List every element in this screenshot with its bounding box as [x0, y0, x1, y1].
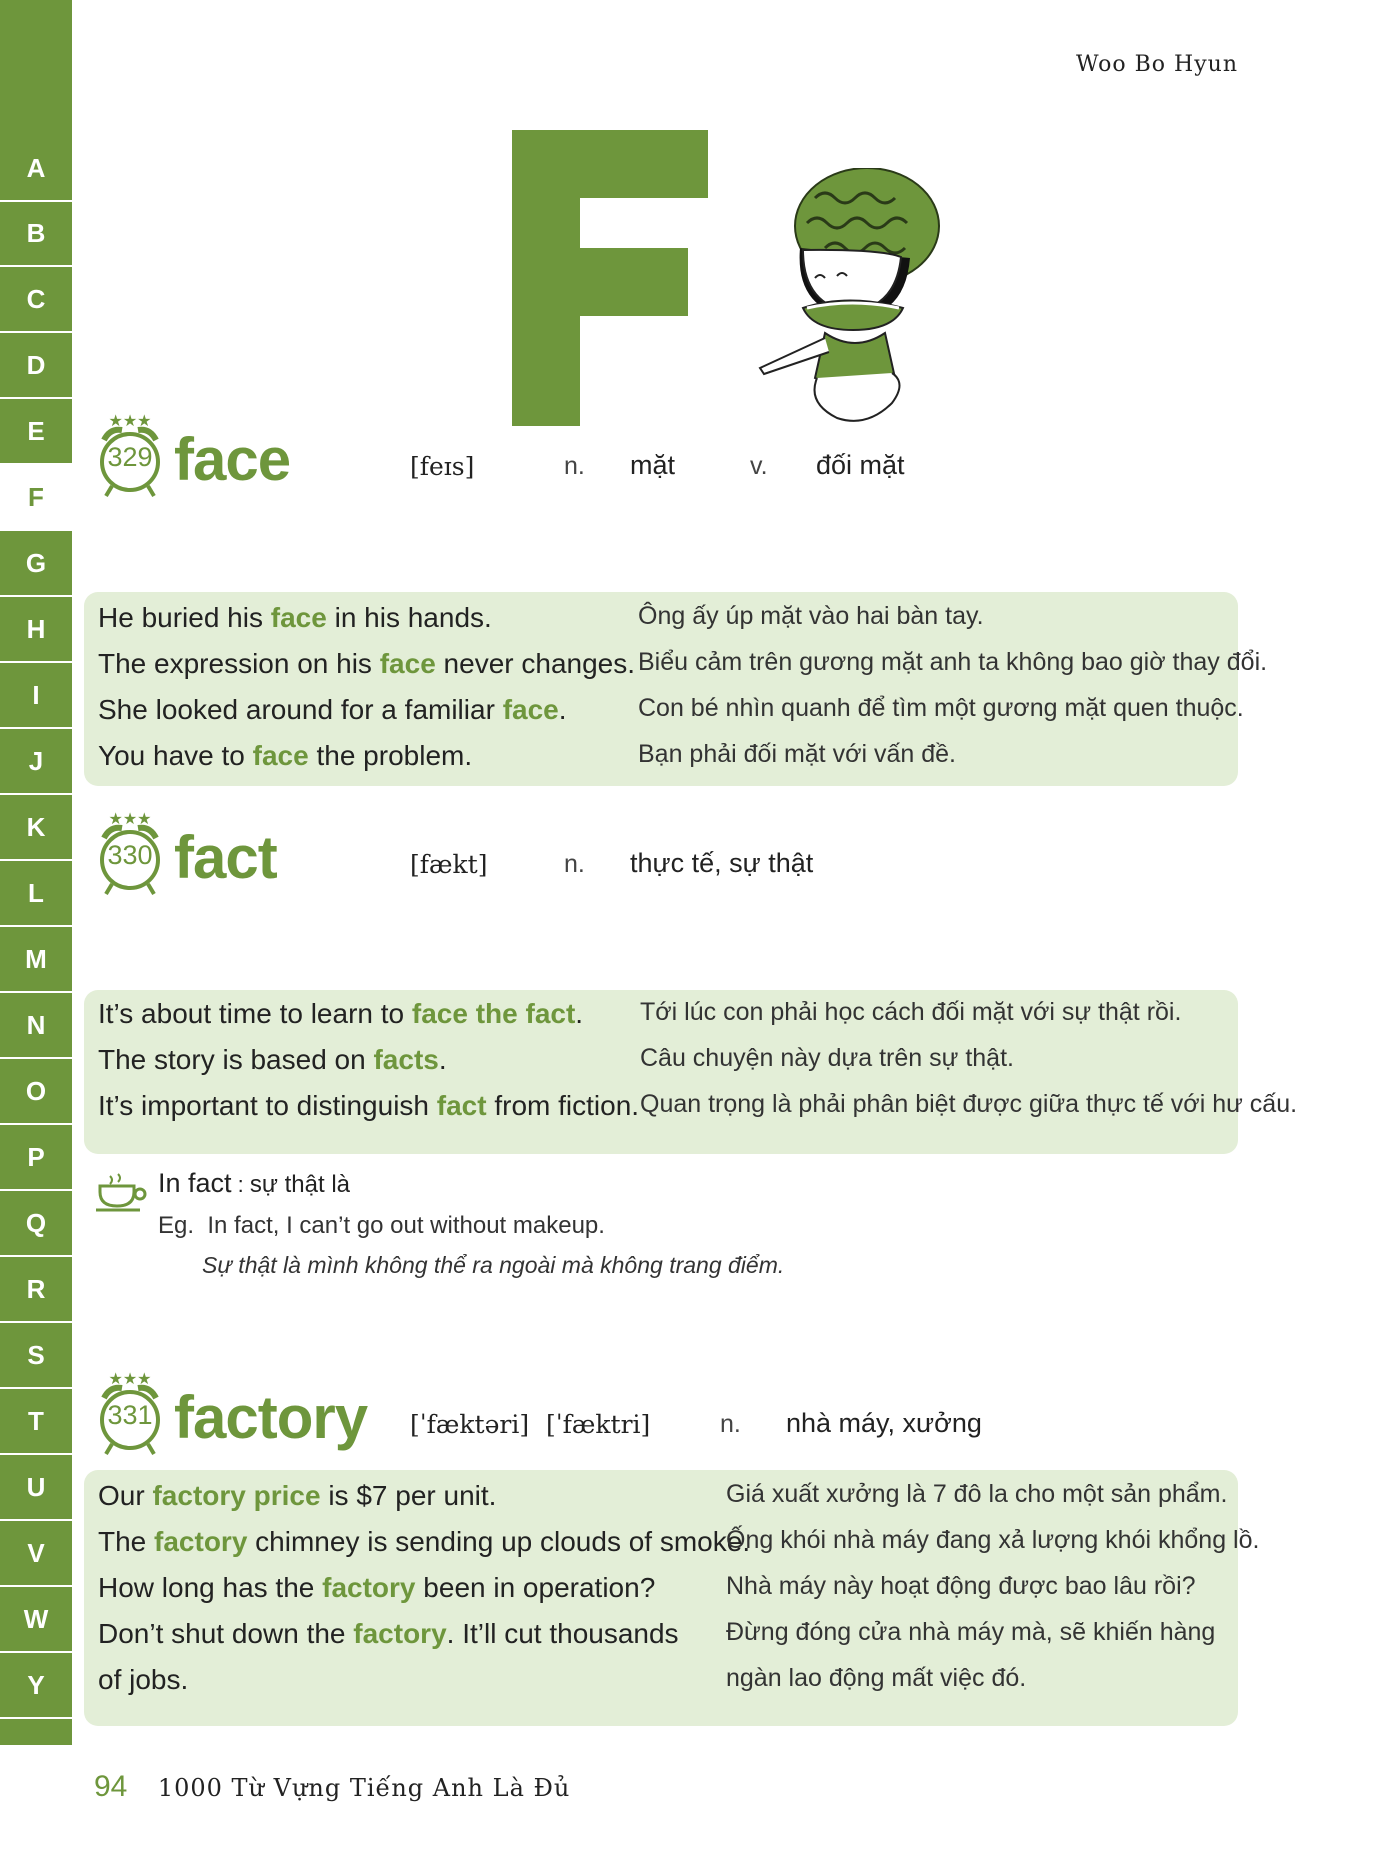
eg-label: Eg. — [158, 1212, 195, 1239]
example-text: . — [558, 694, 567, 725]
example-en — [98, 1090, 639, 1122]
example-row — [84, 1572, 1238, 1618]
highlight-word: face — [270, 602, 327, 633]
sidebar-letter-j[interactable]: J — [0, 729, 72, 795]
svg-text:★★★: ★★★ — [108, 811, 152, 828]
sidebar-letter-i[interactable]: I — [0, 663, 72, 729]
example-text: It’s about time to learn to — [98, 998, 412, 1029]
entry-header-factory — [94, 1370, 1244, 1460]
example-text: . It’ll cut thousands — [446, 1618, 679, 1649]
example-en — [98, 1664, 188, 1696]
sidebar-letter-m[interactable]: M — [0, 927, 72, 993]
example-text: never changes. — [435, 648, 636, 679]
sidebar-letter-p[interactable]: P — [0, 1125, 72, 1191]
tip-colon: : — [231, 1172, 250, 1197]
example-vi: Bạn phải đối mặt với vấn đề. — [638, 740, 956, 768]
examples-box-face — [84, 592, 1268, 786]
example-en — [98, 1044, 447, 1076]
examples-box-fact — [84, 990, 1298, 1154]
alarm-clock-icon — [94, 1370, 166, 1456]
sidebar-letter-t[interactable]: T — [0, 1389, 72, 1455]
example-vi: ngàn lao động mất việc đó. — [726, 1664, 1027, 1692]
sidebar-letter-e[interactable]: E — [0, 399, 72, 465]
highlight-word: factory — [154, 1526, 248, 1557]
example-row — [84, 998, 1238, 1044]
ipa-2: [ˈfæktri] — [546, 1410, 651, 1439]
alarm-clock-icon — [94, 810, 166, 896]
entry-number: 330 — [107, 840, 153, 870]
sidebar-letter-w[interactable]: W — [0, 1587, 72, 1653]
example-en — [98, 740, 472, 772]
svg-text:★★★: ★★★ — [108, 413, 152, 430]
part-of-speech: n. — [564, 850, 585, 878]
sidebar-letter-d[interactable]: D — [0, 333, 72, 399]
example-text: in his hands. — [326, 602, 492, 633]
entry-number: 329 — [107, 442, 153, 472]
example-text: of jobs. — [98, 1664, 189, 1695]
highlight-word: face — [252, 740, 309, 771]
author-name: Woo Bo Hyun — [1076, 52, 1238, 77]
example-vi: Tới lúc con phải học cách đối mặt với sự thật rồi. — [640, 998, 1182, 1026]
eg-text: In fact, I can’t go out without makeup. — [207, 1212, 605, 1239]
page-footer — [94, 1770, 570, 1804]
example-en — [98, 998, 583, 1030]
headword: face — [174, 426, 291, 493]
highlight-word: fact — [436, 1090, 487, 1121]
headword: factory — [174, 1384, 368, 1451]
example-text: How long has the — [98, 1572, 323, 1603]
example-row — [84, 1044, 1238, 1090]
example-row — [84, 694, 1244, 740]
headword: fact — [174, 824, 277, 891]
tip-example-en — [158, 1212, 605, 1240]
example-vi: Nhà máy này hoạt động được bao lâu rồi? — [726, 1572, 1196, 1600]
sidebar-letter-r[interactable]: R — [0, 1257, 72, 1323]
example-en — [98, 1480, 496, 1512]
example-row — [84, 1526, 1260, 1572]
meaning-2: đối mặt — [816, 450, 905, 480]
example-row — [84, 1618, 1238, 1664]
girl-watermelon-illustration — [745, 168, 945, 436]
example-text: He buried his — [98, 602, 271, 633]
ipa: [feɪs] — [410, 452, 475, 481]
meaning: nhà máy, xưởng — [786, 1408, 982, 1438]
example-row — [84, 602, 1238, 648]
meaning: mặt — [630, 450, 676, 480]
example-text: . — [438, 1044, 447, 1075]
coffee-cup-icon — [96, 1172, 148, 1212]
example-text: is $7 per unit. — [320, 1480, 497, 1511]
sidebar-letter-u[interactable]: U — [0, 1455, 72, 1521]
highlight-word: face — [379, 648, 436, 679]
example-text: been in operation? — [415, 1572, 656, 1603]
sidebar-letter-y[interactable]: Y — [0, 1653, 72, 1719]
sidebar-letter-a[interactable]: A — [0, 136, 72, 202]
example-vi: Con bé nhìn quanh để tìm một gương mặt quen thuộc. — [638, 694, 1244, 722]
sidebar-letter-o[interactable]: O — [0, 1059, 72, 1125]
ipa: [fækt] — [410, 850, 488, 879]
tip-phrase-line — [158, 1168, 350, 1199]
example-row — [84, 1090, 1298, 1136]
example-text: . — [575, 998, 584, 1029]
sidebar-letter-s[interactable]: S — [0, 1323, 72, 1389]
big-letter-f — [512, 130, 708, 426]
svg-text:★★★: ★★★ — [108, 1371, 152, 1388]
example-vi: Biểu cảm trên gương mặt anh ta không bao giờ thay đổi. — [638, 648, 1268, 676]
sidebar-letter-h[interactable]: H — [0, 597, 72, 663]
meaning: thực tế, sự thật — [630, 848, 814, 878]
sidebar-letter-c[interactable]: C — [0, 267, 72, 333]
highlight-word: facts — [373, 1044, 439, 1075]
sidebar-letter-v[interactable]: V — [0, 1521, 72, 1587]
example-vi: Quan trọng là phải phân biệt được giữa thực tế với hư cấu. — [640, 1090, 1298, 1118]
tip-meaning: sự thật là — [249, 1171, 351, 1198]
sidebar-letter-n[interactable]: N — [0, 993, 72, 1059]
book-title: 1000 Từ Vựng Tiếng Anh Là Đủ — [157, 1774, 571, 1802]
alarm-clock-icon — [94, 412, 166, 498]
alphabet-sidebar — [0, 0, 72, 1745]
example-text: You have to — [98, 740, 253, 771]
entry-header-face — [94, 412, 1244, 502]
example-vi: Ông ấy úp mặt vào hai bàn tay. — [638, 602, 984, 630]
example-text: The story is based on — [98, 1044, 374, 1075]
usage-tip — [94, 1168, 994, 1288]
example-text: the problem. — [308, 740, 473, 771]
example-text: Our — [98, 1480, 153, 1511]
tip-example-vi: Sự thật là mình không thể ra ngoài mà không trang điểm. — [202, 1252, 785, 1278]
ipa: [ˈfæktəri] — [410, 1410, 530, 1439]
highlight-word: factory price — [152, 1480, 321, 1511]
sidebar-letter-l[interactable]: L — [0, 861, 72, 927]
example-en — [98, 1618, 679, 1650]
entry-number: 331 — [107, 1400, 153, 1430]
example-en — [98, 1572, 655, 1604]
highlight-word: face the fact — [411, 998, 576, 1029]
entry-header-fact — [94, 810, 1244, 900]
example-row — [84, 1664, 1238, 1710]
tip-phrase: In fact — [158, 1168, 232, 1198]
example-en — [98, 602, 492, 634]
example-row — [84, 648, 1268, 694]
sidebar-letter-b[interactable]: B — [0, 201, 72, 267]
highlight-word: factory — [322, 1572, 416, 1603]
sidebar-letter-f[interactable]: F — [0, 465, 72, 531]
example-text: She looked around for a familiar — [98, 694, 503, 725]
sidebar-letter-q[interactable]: Q — [0, 1191, 72, 1257]
example-row — [84, 1480, 1238, 1526]
example-en — [98, 694, 567, 726]
example-en — [98, 1526, 750, 1558]
example-en — [98, 648, 635, 680]
page-number: 94 — [94, 1770, 128, 1803]
highlight-word: factory — [353, 1618, 447, 1649]
example-text: Don’t shut down the — [98, 1618, 354, 1649]
part-of-speech: n. — [720, 1410, 741, 1438]
sidebar-letter-k[interactable]: K — [0, 795, 72, 861]
highlight-word: face — [502, 694, 559, 725]
part-of-speech: n. — [564, 452, 585, 480]
example-row — [84, 740, 1238, 786]
example-vi: Đừng đóng cửa nhà máy mà, sẽ khiến hàng — [726, 1618, 1216, 1646]
example-vi: Ống khói nhà máy đang xả lượng khói khổng lồ. — [726, 1526, 1260, 1554]
example-text: chimney is sending up clouds of smoke. — [247, 1526, 751, 1557]
example-text: from fiction. — [486, 1090, 640, 1121]
example-vi: Câu chuyện này dựa trên sự thật. — [640, 1044, 1014, 1072]
sidebar-letter-g[interactable]: G — [0, 531, 72, 597]
example-vi: Giá xuất xưởng là 7 đô la cho một sản phẩm. — [726, 1480, 1228, 1508]
example-text: The expression on his — [98, 648, 380, 679]
example-text: The — [98, 1526, 155, 1557]
example-text: It’s important to distinguish — [98, 1090, 437, 1121]
part-of-speech-2: v. — [750, 452, 768, 480]
examples-box-factory — [84, 1470, 1260, 1726]
